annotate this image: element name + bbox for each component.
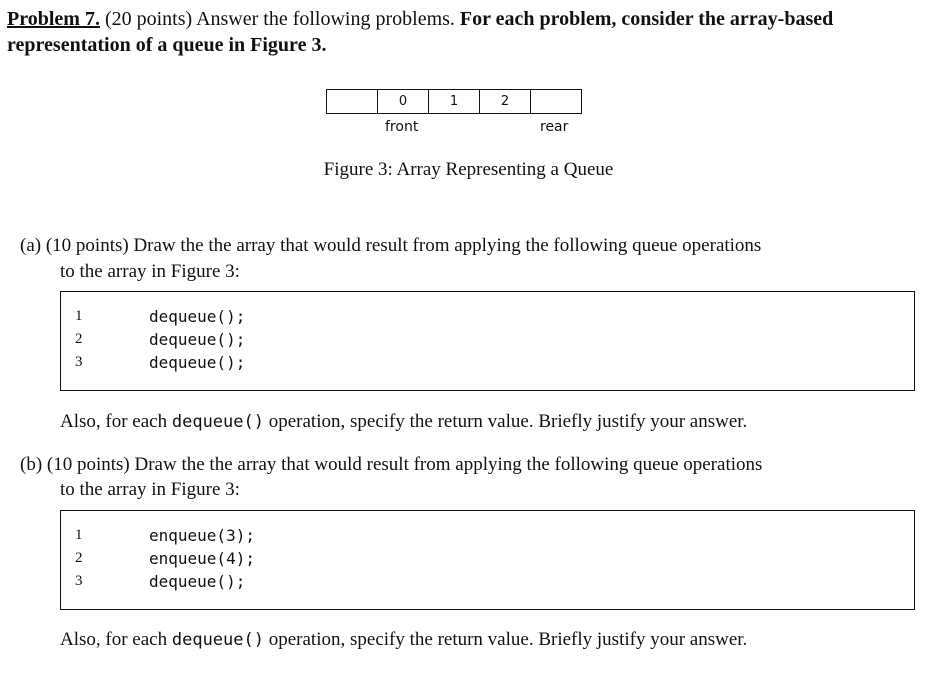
part-a-code-box <box>60 291 915 391</box>
line-number: 2 <box>75 550 83 566</box>
part-a-intro-line2: to the array in Figure 3: <box>60 261 240 282</box>
code-line: dequeue(); <box>149 353 246 372</box>
followup-text: operation, specify the return value. Briefly justify your answer. <box>263 629 748 650</box>
line-number: 3 <box>75 573 83 589</box>
code-line: dequeue(); <box>149 307 246 326</box>
rear-label: rear <box>540 119 569 135</box>
problem-label: Problem 7. <box>7 8 100 30</box>
part-b-code-box <box>60 510 915 610</box>
followup-text: Also, for each <box>60 629 172 650</box>
array-cell <box>326 89 378 114</box>
followup-text: operation, specify the return value. Briefly justify your answer. <box>263 411 748 432</box>
array-cell <box>530 89 582 114</box>
code-line: enqueue(3); <box>149 526 255 545</box>
queue-array-figure <box>326 89 582 113</box>
code-line: enqueue(4); <box>149 549 255 568</box>
problem-header <box>7 6 927 58</box>
inline-code: dequeue() <box>171 630 264 650</box>
front-label: front <box>385 119 419 135</box>
array-cell: 0 <box>377 89 429 114</box>
array-cell: 2 <box>479 89 531 114</box>
part-b-intro-line2: to the array in Figure 3: <box>60 479 240 500</box>
line-number: 1 <box>75 527 83 543</box>
line-number: 1 <box>75 308 83 324</box>
line-number: 2 <box>75 331 83 347</box>
part-b-intro-line1: (b) (10 points) Draw the the array that would result from applying the following queue operations <box>20 454 763 475</box>
problem-points: (20 points) Answer the following problems. <box>99 8 460 30</box>
part-a-intro-line1: (a) (10 points) Draw the the array that would result from applying the following queue operations <box>20 235 762 256</box>
array-cell: 1 <box>428 89 480 114</box>
code-line: dequeue(); <box>149 572 246 591</box>
problem-instruction: For each problem, consider the array-based representation of a queue in Figure 3. <box>7 8 834 56</box>
followup-text: Also, for each <box>60 411 172 432</box>
inline-code: dequeue() <box>171 412 264 432</box>
part-a-followup <box>60 409 747 435</box>
code-line: dequeue(); <box>149 330 246 349</box>
line-number: 3 <box>75 354 83 370</box>
figure-caption: Figure 3: Array Representing a Queue <box>323 159 614 180</box>
part-b-followup <box>60 627 747 653</box>
